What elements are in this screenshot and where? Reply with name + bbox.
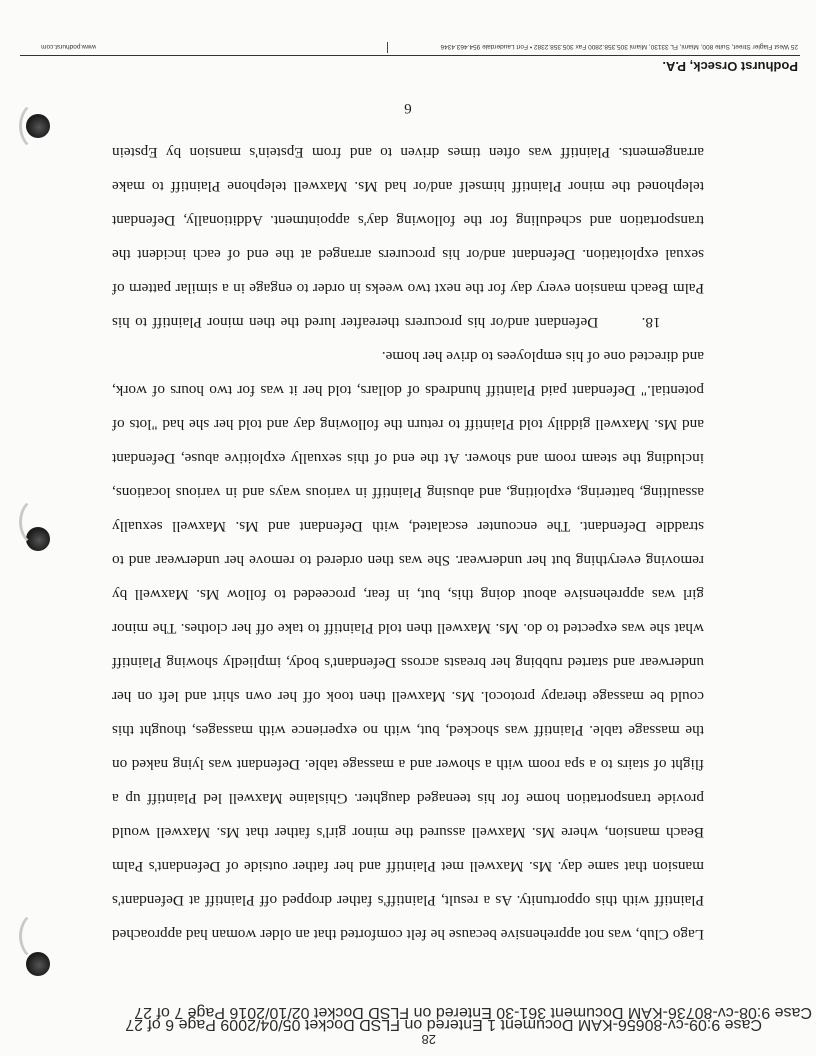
body-line: and directed one of his employees to drive her home.	[381, 348, 704, 365]
body-line: could be massage therapy protocol. Ms. Maxwell then took off her own shirt and left on her	[112, 688, 704, 705]
paragraph-18-start: 18. Defendant and/or his procurers thereafter lured the then minor Plaintiff to his	[112, 314, 704, 331]
body-line: flight of stairs to a spa room with a shower and a massage table. Defendant was lying naked on	[112, 756, 704, 773]
stamp-page-number: 28	[421, 1032, 436, 1047]
body-line: transportation and scheduling for the following day's appointment. Additionally, Defendant	[112, 212, 704, 229]
body-line: Beach mansion, where Ms. Maxwell assured the minor girl's father that Ms. Maxwell would	[112, 824, 704, 841]
body-line: potential." Defendant paid Plaintiff hundreds of dollars, told her it was for two hours of work,	[112, 382, 704, 399]
body-line: assaulting, battering, exploiting, and abusing Plaintiff in various ways and in various locations,	[112, 484, 704, 501]
firm-name: Podhurst Orseck, P.A.	[662, 59, 798, 74]
body-line: what she was expected to do. Ms. Maxwell then told Plaintiff to take off her clothes. The minor	[112, 620, 704, 637]
body-line: provide transportation home for his teenaged daughter. Ghislaine Maxwell led Plaintiff up a	[112, 790, 704, 807]
body-line: the massage table. Plaintiff was shocked, but, with no experience with massages, thought this	[112, 722, 704, 739]
body-line: straddle Defendant. The encounter escalated, with Defendant and Ms. Maxwell sexually	[112, 518, 704, 535]
case-stamp-line-2: Case 9:09-cv-80656-KAM Document 1 Entered on FLSD Docket 05/04/2009 Page 6 of 27	[125, 1016, 762, 1033]
body-line: Palm Beach mansion every day for the next two weeks in order to engage in a similar pattern of	[112, 280, 704, 297]
body-line: sexual exploitation. Defendant and/or his procurers arranged at the end of each incident the	[112, 246, 704, 263]
body-line: removing everything but her underwear. She was then ordered to remove her underwear and to	[112, 552, 704, 569]
case-stamp-line-1: Case 9:08-cv-80736-KAM Document 361-30 Entered on FLSD Docket 02/10/2016 Page 7 of 27	[134, 1004, 812, 1021]
body-line: telephoned the minor Plaintiff himself and/or had Ms. Maxwell telephone Plaintiff to make	[112, 178, 704, 195]
body-line: girl was apprehensive about doing this, but, in fear, proceeded to follow Ms. Maxwell by	[112, 586, 704, 603]
firm-address: 25 West Flagler Street, Suite 800, Miami, FL 33130, Miami 305.358.2800 Fax 305.358.2382 • Fort Lauderdale 954.463.4346	[440, 43, 798, 50]
binder-ring-mark-bottom	[19, 102, 56, 150]
body-line: Plaintiff with this opportunity. As a result, Plaintiff's father dropped off Plaintiff at Defendant's	[112, 892, 704, 909]
binder-ring-mark-middle	[19, 498, 56, 546]
footer-separator	[387, 42, 388, 53]
body-line: arrangements. Plaintiff was often times driven to and from Epstein's mansion by Epstein	[112, 144, 704, 161]
body-line: Lago Club, was not apprehensive because he felt comforted that an older woman had approached	[112, 926, 704, 943]
footer-divider	[20, 55, 800, 56]
body-line: including the steam room and shower. At the end of this sexually exploitive abuse, Defendant	[112, 450, 704, 467]
page-number: 6	[404, 100, 412, 116]
body-line: mansion that same day. Ms. Maxwell met Plaintiff and her father outside of Defendant's Palm	[112, 858, 704, 875]
firm-website: www.podhurst.com	[41, 43, 96, 50]
binder-ring-mark-top	[19, 912, 56, 960]
body-line: underwear and started rubbing her breasts across Defendant's body, impliedly showing Plaintiff	[112, 654, 704, 671]
body-line: and Ms. Maxwell giddily told Plaintiff to return the following day and told her she had "lots of	[112, 416, 704, 433]
